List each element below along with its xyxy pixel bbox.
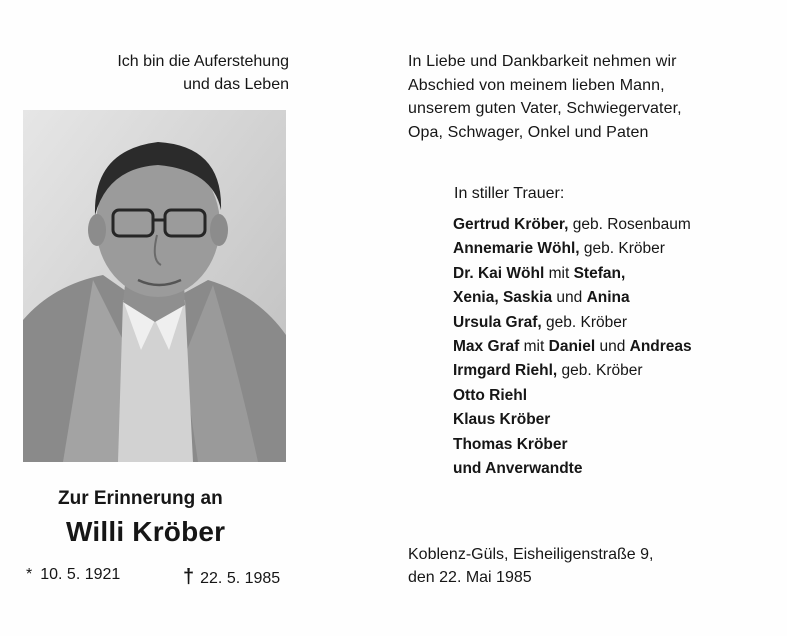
intro-line-4: Opa, Schwager, Onkel und Paten xyxy=(408,123,649,141)
verse-line-1: Ich bin die Auferstehung xyxy=(117,53,289,70)
intro-line-3: unserem guten Vater, Schwiegervater, xyxy=(408,100,682,117)
bible-verse xyxy=(117,50,289,96)
cross-icon: † xyxy=(183,566,195,588)
mourner-line: und Anverwandte xyxy=(453,460,583,478)
mourner-line: Dr. Kai Wöhl mit Stefan, xyxy=(453,264,626,282)
mourner-line: Ursula Graf, geb. Kröber xyxy=(453,313,628,331)
death-date-line xyxy=(183,566,280,589)
mourner-line: Irmgard Riehl, geb. Kröber xyxy=(453,362,643,380)
intro-line-1: In Liebe und Dankbarkeit nehmen wir xyxy=(408,53,677,70)
mourner-line: Annemarie Wöhl, geb. Kröber xyxy=(453,240,665,258)
verse-line-2: und das Leben xyxy=(183,76,289,93)
mourner-line: Gertrud Kröber, geb. Rosenbaum xyxy=(453,216,691,233)
mourner-line: Thomas Kröber xyxy=(453,435,568,453)
memory-heading: Zur Erinnerung an xyxy=(58,488,223,509)
birth-star-icon: * xyxy=(26,566,33,583)
mourner-line: Otto Riehl xyxy=(453,386,528,404)
portrait-illustration xyxy=(23,110,286,462)
mourning-heading: In stiller Trauer: xyxy=(454,185,565,202)
announcement-text xyxy=(408,50,682,144)
mourners-list xyxy=(453,213,692,481)
date-line: den 22. Mai 1985 xyxy=(408,569,532,586)
intro-line-2: Abschied von meinem lieben Mann, xyxy=(408,76,665,94)
birth-date-line xyxy=(26,566,120,584)
mourner-line: Klaus Kröber xyxy=(453,411,551,429)
address-line: Koblenz-Güls, Eisheiligenstraße 9, xyxy=(408,546,654,563)
birth-date: 10. 5. 1921 xyxy=(40,566,121,583)
death-date: 22. 5. 1985 xyxy=(200,570,281,587)
address-block xyxy=(408,543,653,589)
deceased-name: Willi Kröber xyxy=(66,516,226,547)
mourner-line: Max Graf mit Daniel und Andreas xyxy=(453,338,692,356)
portrait-photo xyxy=(23,110,286,462)
mourner-line: Xenia, Saskia und Anina xyxy=(453,289,630,307)
